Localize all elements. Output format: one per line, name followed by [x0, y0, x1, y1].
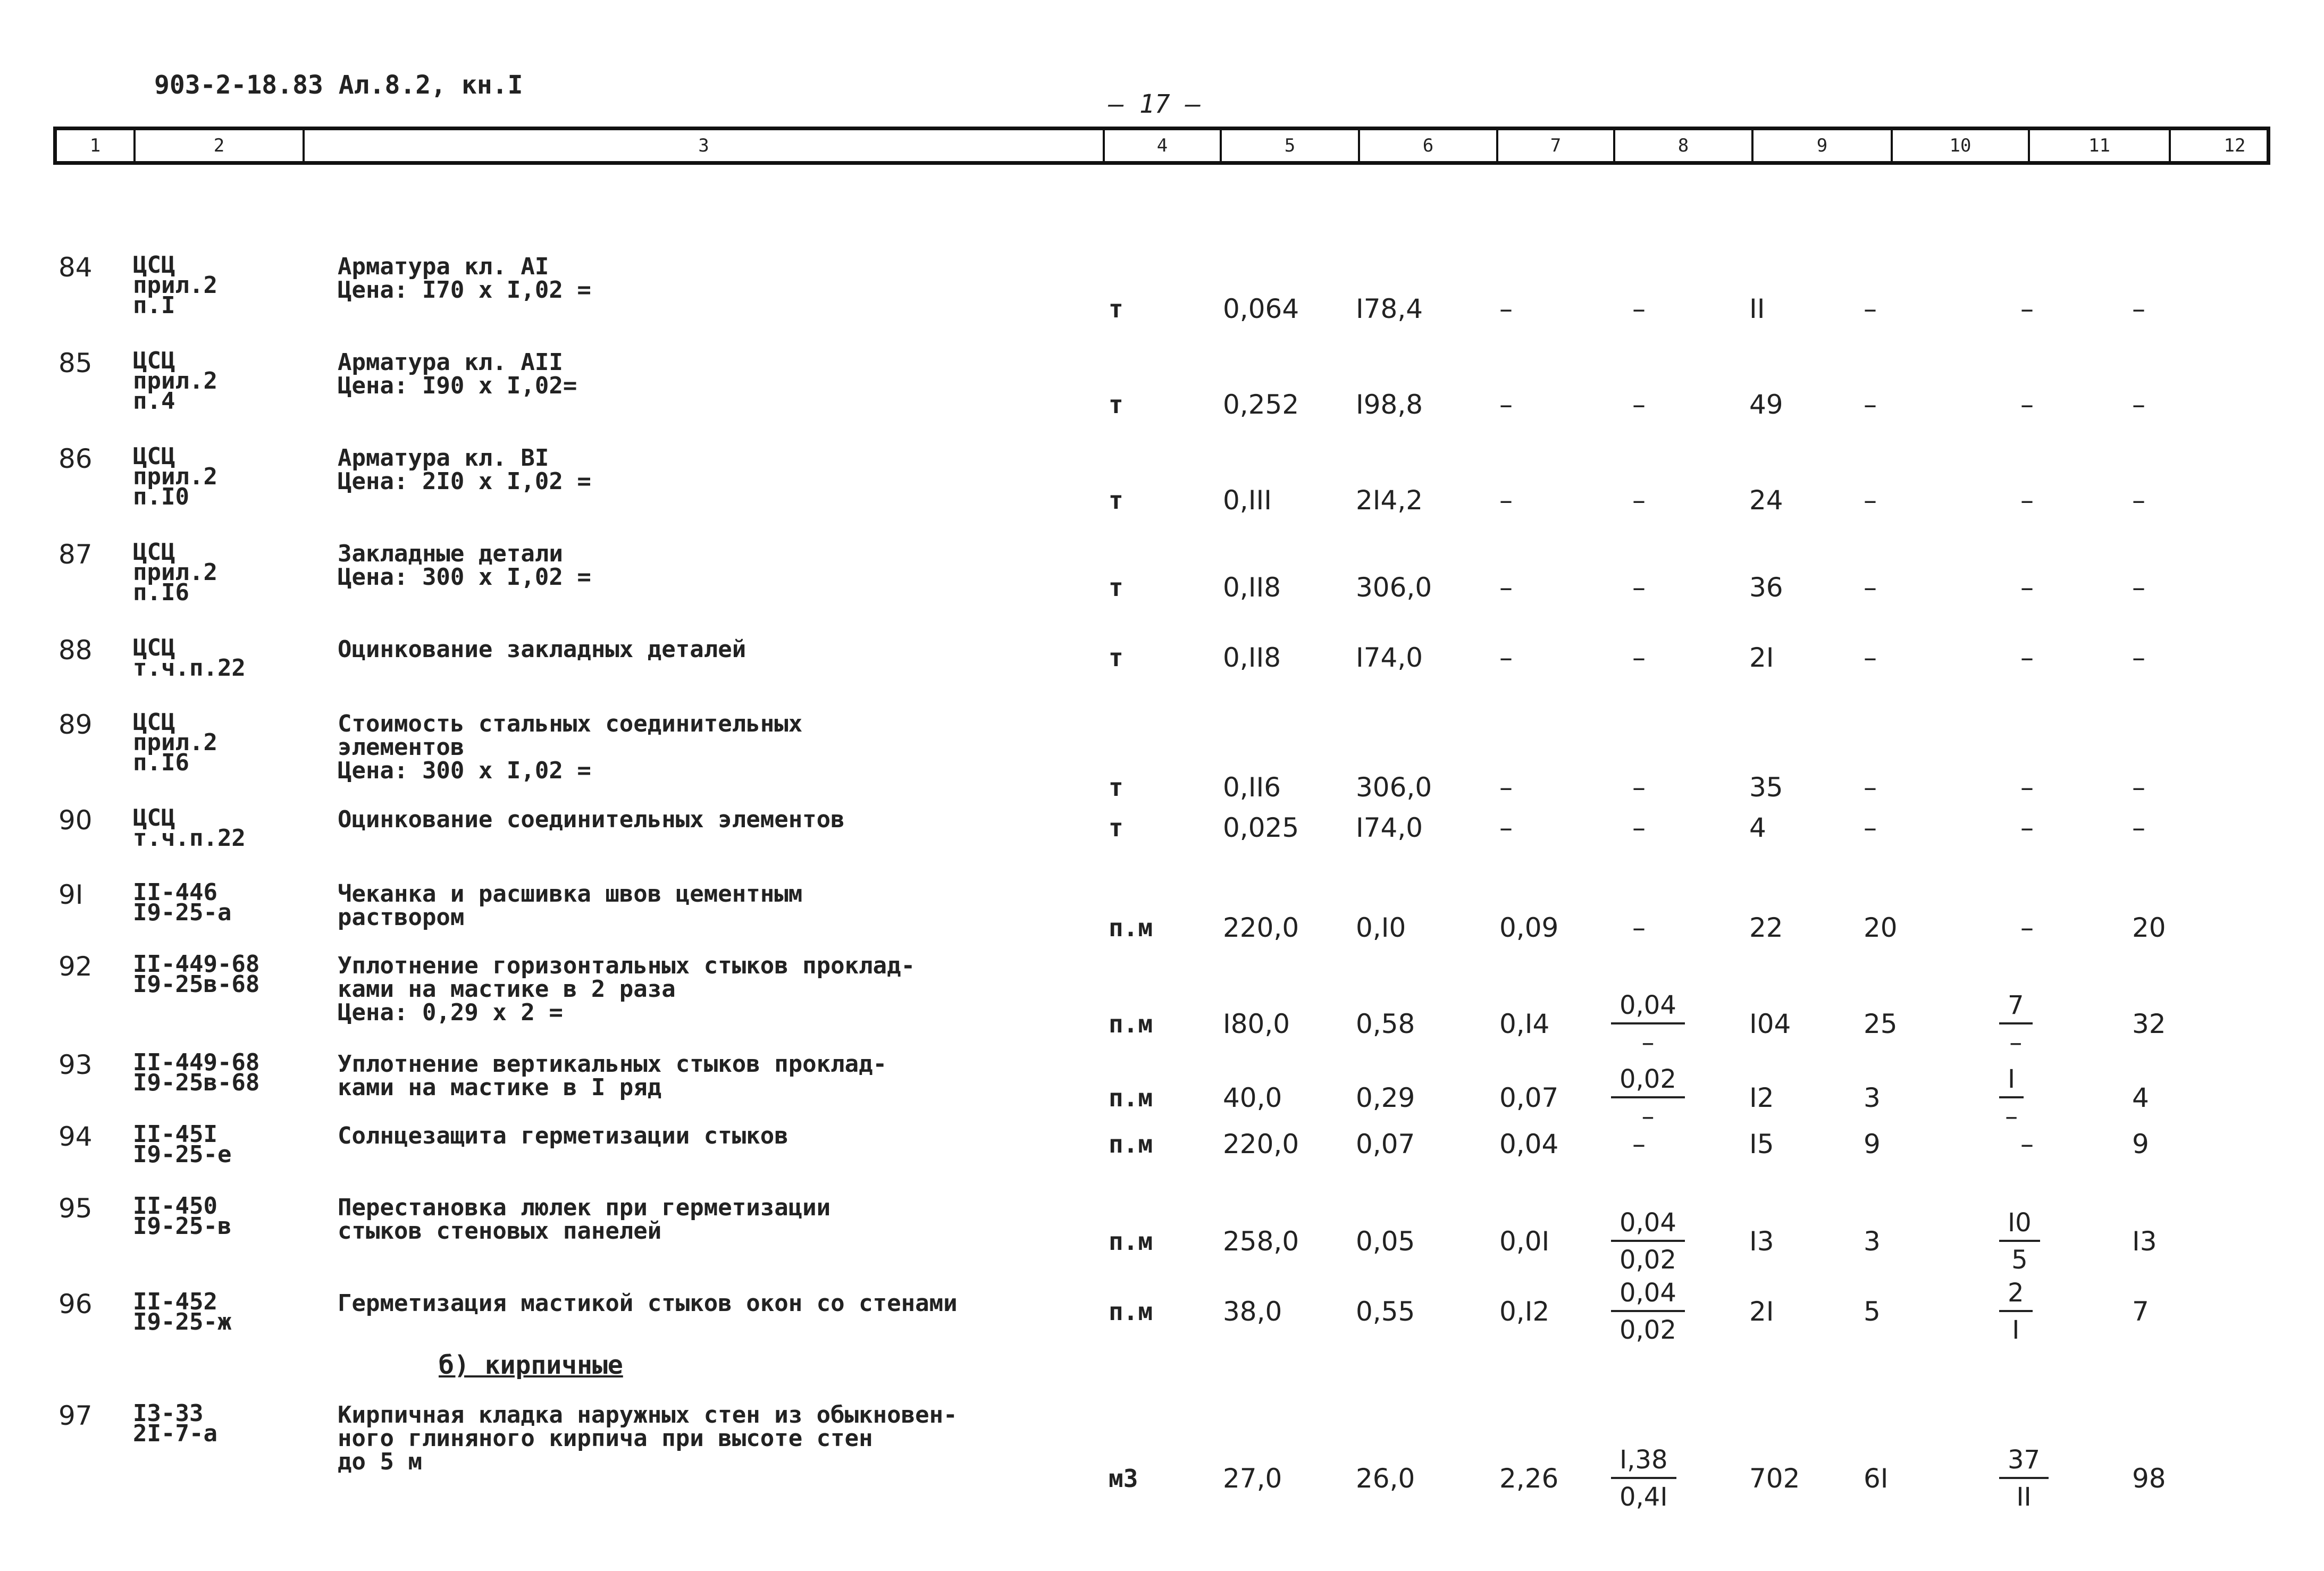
- row-value-c12: –: [2132, 293, 2145, 324]
- row-value-c10: –: [1864, 485, 1877, 516]
- row-code: ЦСЦ прил.2 п.I0: [133, 443, 217, 510]
- row-value-c8: –: [1632, 389, 1646, 420]
- row-code: ЦСЦ прил.2 п.I6: [133, 539, 217, 606]
- row-value-c7: –: [1499, 572, 1513, 603]
- row-value-c7: 0,I2: [1499, 1296, 1550, 1327]
- row-value-c8-fraction: 0,04 –: [1611, 990, 1685, 1057]
- row-number: 93: [58, 1049, 93, 1080]
- row-value-c9: 49: [1749, 389, 1783, 420]
- row-value-c12: –: [2132, 389, 2145, 420]
- row-value-c7: –: [1499, 812, 1513, 843]
- row-value-c12: –: [2132, 812, 2145, 843]
- row-value-c11-fraction: $\frac{2}{I}$: [1999, 1278, 2033, 1345]
- row-unit: т: [1109, 573, 1123, 602]
- row-number: 94: [58, 1121, 93, 1152]
- row-value-c5: 220,0: [1223, 1129, 1299, 1160]
- row-description: Чеканка и расшивка швов цементным раствором: [338, 880, 803, 931]
- row-value-c7: 0,09: [1499, 912, 1559, 943]
- row-description: Арматура кл. ВI Цена: 2I0 х I,02 =: [338, 444, 591, 495]
- row-value-c7: 0,07: [1499, 1082, 1559, 1113]
- row-unit: т: [1109, 773, 1123, 802]
- row-description: Уплотнение вертикальных стыков проклад- ками на мастике в I ряд: [338, 1051, 887, 1101]
- row-code: II-446 I9-25-а: [133, 879, 232, 926]
- row-value-c9: I5: [1749, 1129, 1774, 1160]
- row-value-c8: –: [1632, 293, 1646, 324]
- row-description: Уплотнение горизонтальных стыков проклад- ками на мастике в 2 раза Цена: 0,29 х 2 =: [338, 952, 916, 1026]
- row-number: 95: [58, 1193, 93, 1224]
- row-value-c10: 20: [1864, 912, 1898, 943]
- column-header: 1: [57, 130, 136, 161]
- row-value-c8: –: [1632, 772, 1646, 803]
- row-description: Закладные детали Цена: 300 х I,02 =: [338, 540, 591, 591]
- row-value-c7: –: [1499, 485, 1513, 516]
- row-code: II-450 I9-25-в: [133, 1192, 232, 1240]
- row-value-c6: 0,07: [1356, 1129, 1415, 1160]
- row-value-c11: –: [2020, 642, 2034, 673]
- row-value-c10: 5: [1864, 1296, 1881, 1327]
- row-value-c12: –: [2132, 485, 2145, 516]
- row-value-c8-fraction: $\frac{I,38}{0,4I}$: [1611, 1445, 1676, 1512]
- row-value-c11: –: [2020, 812, 2034, 843]
- section-subheading: б) кирпичные: [439, 1350, 623, 1380]
- row-description: Герметизация мастикой стыков окон со стенами: [338, 1290, 958, 1317]
- row-description: Стоимость стальных соединительных элементов Цена: 300 х I,02 =: [338, 710, 803, 784]
- row-value-c11: –: [2020, 1129, 2034, 1160]
- row-value-c9: 22: [1749, 912, 1783, 943]
- row-value-c12: –: [2132, 642, 2145, 673]
- row-value-c10: –: [1864, 389, 1877, 420]
- row-value-c12: 98: [2132, 1463, 2166, 1494]
- row-unit: п.м: [1109, 1083, 1153, 1112]
- row-value-c6: 2I4,2: [1356, 485, 1423, 516]
- row-value-c6: I98,8: [1356, 389, 1423, 420]
- row-value-c5: I80,0: [1223, 1009, 1290, 1039]
- row-value-c5: 220,0: [1223, 912, 1299, 943]
- row-value-c5: 40,0: [1223, 1082, 1282, 1113]
- row-value-c6: 306,0: [1356, 572, 1432, 603]
- row-value-c8: –: [1632, 812, 1646, 843]
- row-value-c9: I04: [1749, 1009, 1791, 1039]
- row-value-c12: I3: [2132, 1226, 2157, 1257]
- row-value-c9: II: [1749, 293, 1765, 324]
- row-value-c9: I3: [1749, 1226, 1774, 1257]
- row-unit: п.м: [1109, 913, 1153, 942]
- row-code: ЦСЦ т.ч.п.22: [133, 634, 246, 682]
- row-value-c8-fraction: $\frac{0,04}{0,02}$: [1611, 1208, 1685, 1275]
- row-description: Арматура кл. АII Цена: I90 х I,02=: [338, 349, 577, 399]
- row-value-c6: 0,05: [1356, 1226, 1415, 1257]
- row-value-c10: –: [1864, 772, 1877, 803]
- row-number: 96: [58, 1289, 93, 1320]
- row-value-c12: 7: [2132, 1296, 2149, 1327]
- row-number: 92: [58, 951, 93, 982]
- row-unit: т: [1109, 295, 1123, 323]
- row-value-c12: –: [2132, 572, 2145, 603]
- row-code: I3-33 2I-7-а: [133, 1400, 217, 1447]
- row-value-c10: 3: [1864, 1082, 1881, 1113]
- row-unit: м3: [1109, 1464, 1138, 1493]
- row-value-c11: –: [2020, 912, 2034, 943]
- column-header: 11: [2030, 130, 2171, 161]
- row-number: 86: [58, 443, 93, 474]
- row-value-c8-fraction: 0,02 –: [1611, 1064, 1685, 1131]
- column-header: 3: [305, 130, 1105, 161]
- row-value-c12: 32: [2132, 1009, 2166, 1039]
- row-description: Перестановка люлек при герметизации стыков стеновых панелей: [338, 1194, 831, 1245]
- row-value-c12: 4: [2132, 1082, 2149, 1113]
- row-number: 84: [58, 252, 93, 283]
- row-code: ЦСЦ прил.2 п.4: [133, 347, 217, 415]
- row-description: Кирпичная кладка наружных стен из обыкновен- ного глиняного кирпича при высоте стен до 5 м: [338, 1401, 958, 1475]
- row-value-c12: –: [2132, 772, 2145, 803]
- row-value-c8-fraction: $\frac{0,04}{0,02}$: [1611, 1278, 1685, 1345]
- row-value-c11: –: [2020, 293, 2034, 324]
- row-value-c9: 4: [1749, 812, 1766, 843]
- row-value-c10: 9: [1864, 1129, 1881, 1160]
- row-value-c9: 2I: [1749, 1296, 1774, 1327]
- row-number: 88: [58, 635, 93, 666]
- row-value-c10: 6I: [1864, 1463, 1889, 1494]
- row-value-c5: 0,II6: [1223, 772, 1281, 803]
- row-unit: т: [1109, 813, 1123, 842]
- row-value-c8: –: [1632, 1129, 1646, 1160]
- column-header: 8: [1615, 130, 1754, 161]
- row-unit: п.м: [1109, 1010, 1153, 1038]
- row-value-c9: I2: [1749, 1082, 1774, 1113]
- row-code: II-452 I9-25-ж: [133, 1288, 232, 1335]
- row-code: ЦСЦ прил.2 п.I: [133, 251, 217, 319]
- row-value-c10: –: [1864, 642, 1877, 673]
- row-value-c6: I74,0: [1356, 642, 1423, 673]
- row-value-c11: –: [2020, 389, 2034, 420]
- row-value-c7: –: [1499, 772, 1513, 803]
- row-unit: т: [1109, 390, 1123, 419]
- row-value-c7: 0,0I: [1499, 1226, 1550, 1257]
- row-value-c5: 0,III: [1223, 485, 1272, 516]
- column-header: 6: [1360, 130, 1498, 161]
- row-value-c7: –: [1499, 642, 1513, 673]
- row-code: II-45I I9-25-е: [133, 1121, 232, 1168]
- row-value-c11: –: [2020, 485, 2034, 516]
- row-number: 90: [58, 805, 93, 836]
- document-code: 903-2-18.83 Ал.8.2, кн.I: [154, 70, 523, 100]
- row-value-c12: 9: [2132, 1129, 2149, 1160]
- row-value-c6: 306,0: [1356, 772, 1432, 803]
- row-value-c9: 2I: [1749, 642, 1774, 673]
- row-code: II-449-68 I9-25в-68: [133, 951, 260, 998]
- row-value-c11-fraction: $\frac{I0}{5}$: [1999, 1208, 2040, 1275]
- row-value-c6: 26,0: [1356, 1463, 1415, 1494]
- row-value-c11-fraction: I –: [1999, 1064, 2024, 1131]
- column-header: 12: [2224, 135, 2246, 156]
- row-code: ЦСЦ т.ч.п.22: [133, 804, 246, 852]
- row-value-c5: 0,II8: [1223, 642, 1281, 673]
- row-code: ЦСЦ прил.2 п.I6: [133, 709, 217, 776]
- row-value-c9: 35: [1749, 772, 1783, 803]
- row-value-c5: 258,0: [1223, 1226, 1299, 1257]
- row-number: 9I: [58, 879, 83, 910]
- row-value-c5: 0,025: [1223, 812, 1299, 843]
- row-value-c10: –: [1864, 572, 1877, 603]
- row-code: II-449-68 I9-25в-68: [133, 1049, 260, 1096]
- column-header: 9: [1754, 130, 1893, 161]
- page-number: — 17 —: [1109, 89, 1201, 119]
- row-value-c6: I74,0: [1356, 812, 1423, 843]
- row-description: Оцинкование соединительных элементов: [338, 806, 845, 833]
- row-value-c8: –: [1632, 485, 1646, 516]
- row-value-c6: 0,29: [1356, 1082, 1415, 1113]
- row-value-c8: –: [1632, 642, 1646, 673]
- row-value-c8: –: [1632, 572, 1646, 603]
- row-value-c12: 20: [2132, 912, 2166, 943]
- row-value-c11-fraction: 7 –: [1999, 990, 2033, 1057]
- row-value-c8: –: [1632, 912, 1646, 943]
- row-value-c5: 0,252: [1223, 389, 1299, 420]
- row-number: 87: [58, 539, 93, 570]
- row-unit: п.м: [1109, 1227, 1153, 1256]
- column-header: 7: [1498, 130, 1615, 161]
- row-value-c5: 27,0: [1223, 1463, 1282, 1494]
- row-value-c10: 3: [1864, 1226, 1881, 1257]
- row-value-c11-fraction: $\frac{37}{II}$: [1999, 1445, 2049, 1512]
- row-value-c7: 0,04: [1499, 1129, 1559, 1160]
- row-value-c6: 0,58: [1356, 1009, 1415, 1039]
- row-value-c10: –: [1864, 293, 1877, 324]
- row-description: Оцинкование закладных деталей: [338, 636, 746, 663]
- row-number: 89: [58, 709, 93, 740]
- row-unit: п.м: [1109, 1130, 1153, 1158]
- row-value-c11: –: [2020, 572, 2034, 603]
- column-header: 2: [136, 130, 305, 161]
- row-description: Арматура кл. АI Цена: I70 х I,02 =: [338, 253, 591, 304]
- row-value-c11: –: [2020, 772, 2034, 803]
- row-value-c7: 0,I4: [1499, 1009, 1550, 1039]
- column-header: 10: [1893, 130, 2030, 161]
- row-value-c10: –: [1864, 812, 1877, 843]
- row-value-c6: 0,55: [1356, 1296, 1415, 1327]
- row-value-c6: 0,I0: [1356, 912, 1406, 943]
- row-value-c7: 2,26: [1499, 1463, 1559, 1494]
- column-header: 5: [1222, 130, 1360, 161]
- column-header: 4: [1105, 130, 1222, 161]
- row-value-c9: 702: [1749, 1463, 1800, 1494]
- row-value-c7: –: [1499, 389, 1513, 420]
- row-description: Солнцезащита герметизации стыков: [338, 1122, 788, 1149]
- row-value-c9: 24: [1749, 485, 1783, 516]
- row-value-c10: 25: [1864, 1009, 1898, 1039]
- row-unit: п.м: [1109, 1297, 1153, 1326]
- row-number: 97: [58, 1400, 93, 1431]
- row-value-c5: 0,II8: [1223, 572, 1281, 603]
- row-value-c6: I78,4: [1356, 293, 1423, 324]
- row-number: 85: [58, 348, 93, 379]
- row-value-c5: 0,064: [1223, 293, 1299, 324]
- row-unit: т: [1109, 486, 1123, 515]
- row-unit: т: [1109, 643, 1123, 672]
- row-value-c9: 36: [1749, 572, 1783, 603]
- row-value-c5: 38,0: [1223, 1296, 1282, 1327]
- row-value-c7: –: [1499, 293, 1513, 324]
